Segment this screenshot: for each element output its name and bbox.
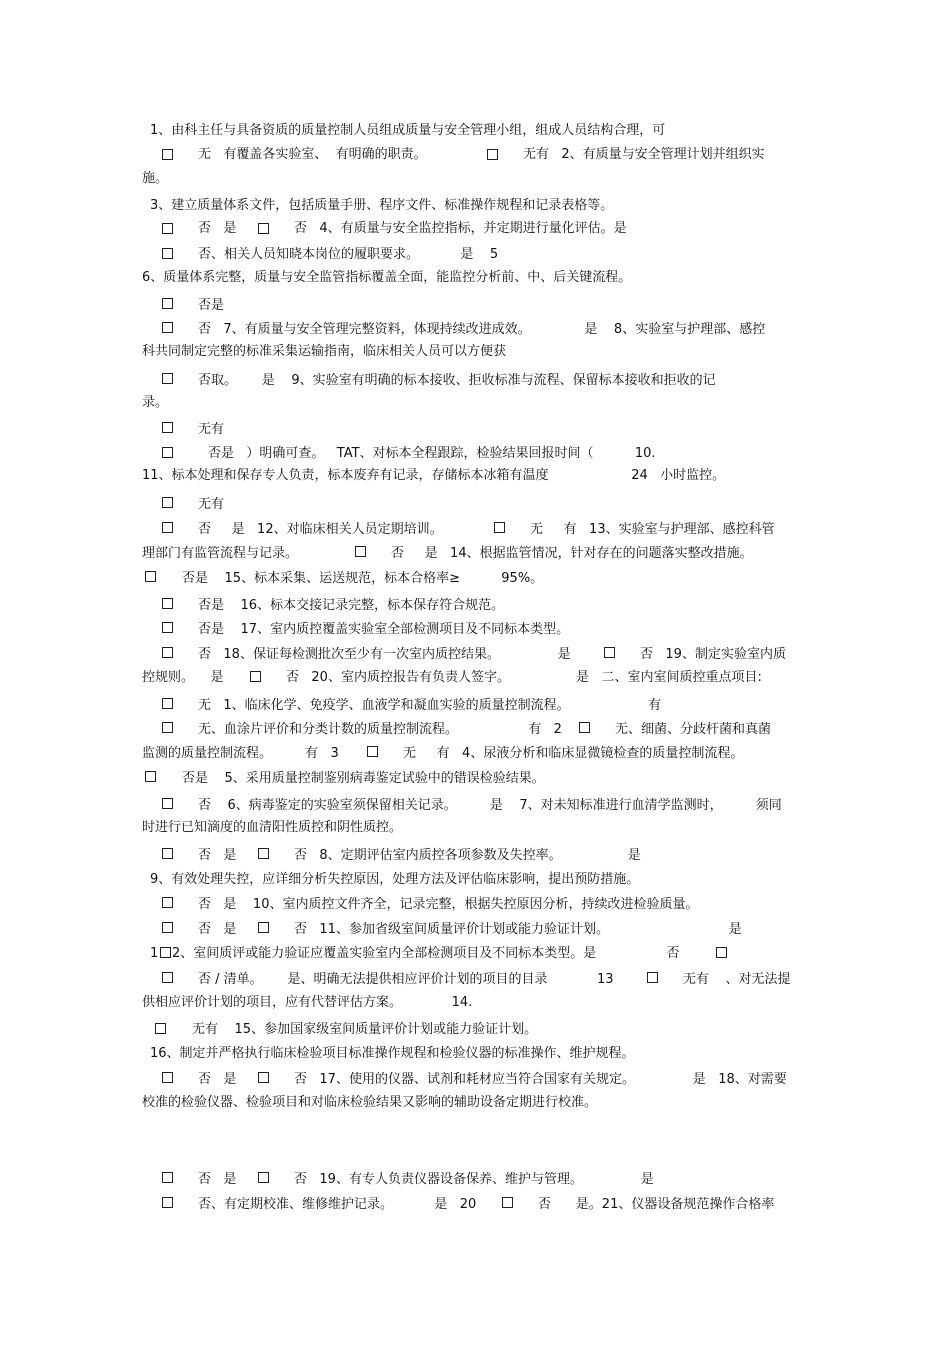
checkbox[interactable] — [494, 522, 505, 533]
text-line: 2、室间质评或能力验证应覆盖实验室内全部检测项目及不同标本类型。是 否 — [172, 946, 680, 961]
text-line: 6、质量体系完整，质量与安全监管指标覆盖全面，能监控分析前、中、后关键流程。 — [142, 270, 632, 285]
text-line: 否 是 — [198, 848, 237, 863]
text-line: 否 是 12、对临床相关人员定期培训。 — [198, 522, 443, 537]
checkbox[interactable] — [162, 497, 173, 508]
text-line: 控规则。 是 — [142, 670, 224, 685]
checkbox[interactable] — [145, 571, 156, 582]
checkbox[interactable] — [258, 922, 269, 933]
checkbox[interactable] — [716, 947, 727, 958]
text-line: 否是 5、采用质量控制鉴别病毒鉴定试验中的错误检验结果。 — [182, 771, 545, 786]
text-line: 3、建立质量体系文件，包括质量手册、程序文件、标准操作规程和记录表格等。 — [150, 198, 614, 213]
text-line: 11、标本处理和保存专人负责，标本废弃有记录，存储标本冰箱有温度 24 小时监控。 — [142, 468, 726, 483]
text-line: 无、细菌、分歧杆菌和真菌 — [615, 722, 772, 737]
checkbox[interactable] — [162, 897, 173, 908]
checkbox[interactable] — [162, 1072, 173, 1083]
text-line: 16、制定并严格执行临床检验项目标准操作规程和检验仪器的标准操作、维护规程。 — [150, 1046, 635, 1061]
checkbox[interactable] — [162, 322, 173, 333]
checkbox[interactable] — [162, 598, 173, 609]
checkbox[interactable] — [160, 947, 171, 958]
text-line: 否是 15、标本采集、运送规范，标本合格率≥ 95%。 — [182, 571, 544, 586]
text-line: 无有 2、有质量与安全管理计划并组织实 — [523, 147, 765, 162]
checkbox[interactable] — [162, 422, 173, 433]
text-line: 1、由科主任与具备资质的质量控制人员组成质量与安全管理小组，组成人员结构合理，可 — [150, 123, 666, 138]
text-line: 否 是 10、室内质控文件齐全，记录完整，根据失控原因分析，持续改进检验质量。 — [198, 897, 699, 912]
checkbox[interactable] — [162, 722, 173, 733]
checkbox[interactable] — [250, 671, 261, 682]
text-line: 否 20、室内质控报告有负责人签字。 是 二、室内室间质控重点项目: — [286, 670, 762, 685]
checkbox[interactable] — [162, 1172, 173, 1183]
text-line: 否 11、参加省级室间质量评价计划或能力验证计划。 是 — [294, 922, 742, 937]
checkbox[interactable] — [258, 1072, 269, 1083]
text-line: 否 8、定期评估室内质控各项参数及失控率。 是 — [294, 848, 641, 863]
text-line: 否、有定期校准、维修维护记录。 是 20 — [198, 1197, 477, 1212]
checkbox[interactable] — [162, 622, 173, 633]
text-line: 时进行已知滴度的血清阳性质控和阴性质控。 — [142, 820, 403, 835]
text-line: 否 6、病毒鉴定的实验室须保留相关记录。 是 7、对未知标准进行血清学监测时， 须同 — [198, 798, 782, 813]
text-line: 科共同制定完整的标准采集运输指南，临床相关人员可以方便获 — [142, 344, 507, 359]
text-line: 理部门有监管流程与记录。 — [142, 546, 299, 561]
checkbox[interactable] — [502, 1197, 513, 1208]
checkbox[interactable] — [162, 922, 173, 933]
checkbox[interactable] — [162, 1197, 173, 1208]
text-line: 施。 — [142, 171, 169, 186]
checkbox[interactable] — [162, 698, 173, 709]
text-line: 校准的检验仪器、检验项目和对临床检验结果又影响的辅助设备定期进行校准。 — [142, 1095, 598, 1110]
text-line: 无、血涂片评价和分类计数的质量控制流程。 有 2 — [198, 722, 562, 737]
text-line: 否 19、制定实验室内质 — [640, 647, 786, 662]
checkbox[interactable] — [647, 972, 658, 983]
checkbox[interactable] — [162, 298, 173, 309]
text-line: 否是 ）明确可查。 TAT、对标本全程跟踪，检验结果回报时间（ 10. — [208, 446, 656, 461]
text-line: 无 有 13、实验室与护理部、感控科管 — [530, 522, 775, 537]
text-line: 无 1、临床化学、免疫学、血液学和凝血实验的质量控制流程。 有 — [198, 698, 662, 713]
checkbox[interactable] — [145, 771, 156, 782]
text-line: 监测的质量控制流程。 有 3 — [142, 746, 339, 761]
text-line: 否 19、有专人负责仪器设备保养、维护与管理。 是 — [294, 1172, 654, 1187]
text-line: 否 是。21、仪器设备规范操作合格率 — [538, 1197, 775, 1212]
checkbox[interactable] — [162, 223, 173, 234]
checkbox[interactable] — [162, 149, 173, 160]
text-line: 否 4、有质量与安全监控指标，并定期进行量化评估。是 — [294, 221, 627, 236]
text-line: 9、有效处理失控，应详细分析失控原因，处理方法及评估临床影响，提出预防措施。 — [150, 872, 640, 887]
checkbox[interactable] — [162, 248, 173, 259]
checkbox[interactable] — [162, 798, 173, 809]
text-line: 否是 — [198, 298, 225, 313]
checkbox[interactable] — [258, 1172, 269, 1183]
checkbox[interactable] — [604, 647, 615, 658]
text-line: 否 17、使用的仪器、试剂和耗材应当符合国家有关规定。 是 18、对需要 — [294, 1072, 787, 1087]
text-line: 否 是 — [198, 1172, 237, 1187]
checkbox[interactable] — [162, 972, 173, 983]
text-line: 否 7、有质量与安全管理完整资料，体现持续改进成效。 是 8、实验室与护理部、感控 — [198, 322, 766, 337]
text-line: 否 是 — [198, 221, 237, 236]
text-line: 否 是 — [198, 922, 237, 937]
text-line: 供相应评价计划的项目，应有代替评估方案。 14. — [142, 995, 473, 1010]
text-line: 否 18、保证每检测批次至少有一次室内质控结果。 是 — [198, 647, 571, 662]
text-line: 否、相关人员知晓本岗位的履职要求。 是 5 — [198, 247, 499, 262]
checkbox[interactable] — [162, 848, 173, 859]
checkbox[interactable] — [258, 223, 269, 234]
text-line: 否 是 14、根据监管情况，针对存在的问题落实整改措施。 — [391, 546, 753, 561]
text-line: 无 有覆盖各实验室、 有明确的职责。 — [198, 147, 427, 162]
checkbox[interactable] — [367, 746, 378, 757]
text-line: 无有 、对无法提 — [683, 972, 791, 987]
text-line: 否 / 清单。 是、明确无法提供相应评价计划的项目的目录 13 — [198, 972, 614, 987]
text-line: 无有 — [198, 497, 225, 512]
text-line: 否是 17、室内质控覆盖实验室全部检测项目及不同标本类型。 — [198, 622, 570, 637]
text-line: 无 有 4、尿液分析和临床显微镜检查的质量控制流程。 — [403, 746, 744, 761]
text-line: 无有 15、参加国家级室间质量评价计划或能力验证计划。 — [192, 1022, 538, 1037]
checkbox[interactable] — [162, 447, 173, 458]
text-line: 否 是 — [198, 1072, 237, 1087]
checkbox[interactable] — [162, 522, 173, 533]
text-line: 否取。 是 9、实验室有明确的标本接收、拒收标准与流程、保留标本接收和拒收的记 — [198, 373, 716, 388]
text-line: 否是 16、标本交接记录完整，标本保存符合规范。 — [198, 598, 505, 613]
checkbox[interactable] — [162, 647, 173, 658]
checkbox[interactable] — [155, 1023, 166, 1034]
checkbox[interactable] — [579, 722, 590, 733]
checkbox[interactable] — [162, 373, 173, 384]
checkbox[interactable] — [355, 546, 366, 557]
text-line: 1 — [150, 946, 159, 961]
text-line: 无有 — [198, 422, 225, 437]
checkbox[interactable] — [487, 149, 498, 160]
text-line: 录。 — [142, 395, 169, 410]
checkbox[interactable] — [258, 848, 269, 859]
